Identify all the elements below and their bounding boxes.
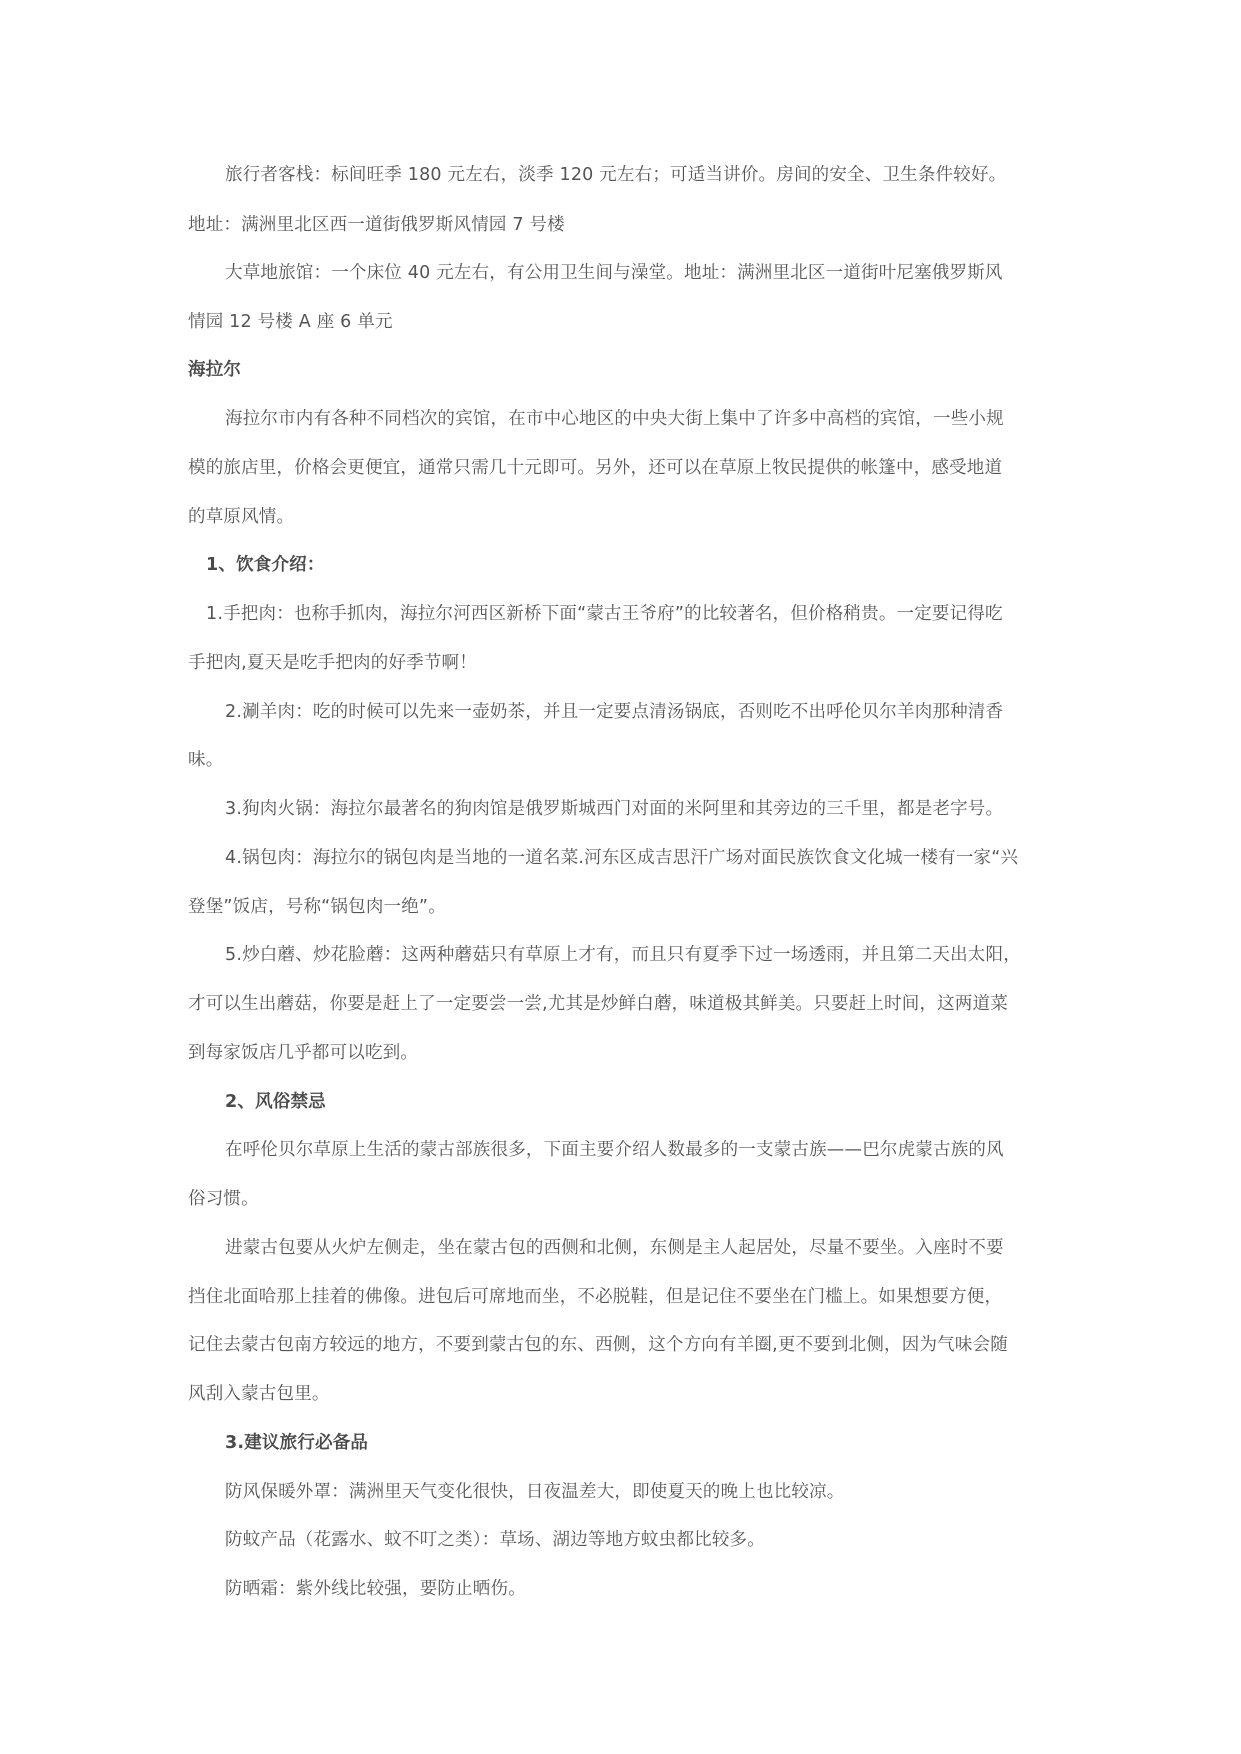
text-line: 的草原风情。 [188, 507, 295, 527]
text-line: 俗习惯。 [188, 1189, 259, 1209]
text-line: 记住去蒙古包南方较远的地方，不要到蒙古包的东、西侧，这个方向有羊圈,更不要到北侧，因为气味会随 [188, 1335, 1008, 1355]
text-line: 海拉尔市内有各种不同档次的宾馆，在市中心地区的中央大街上集中了许多中高档的宾馆，一些小规 [225, 409, 1004, 429]
section-heading-food: 1、饮食介绍： [206, 555, 325, 575]
text-line: 进蒙古包要从火炉左侧走，坐在蒙古包的西侧和北侧，东侧是主人起居处，尽量不要坐。入座时不要 [225, 1238, 1004, 1258]
text-line: 挡住北面哈那上挂着的佛像。进包后可席地而坐，不必脱鞋，但是记住不要坐在门槛上。如果想要方便， [188, 1287, 1003, 1307]
text-line: 防蚊产品（花露水、蚊不叮之类）：草场、湖边等地方蚊虫都比较多。 [225, 1530, 765, 1550]
text-line: 3.狗肉火锅：海拉尔最著名的狗肉馆是俄罗斯城西门对面的米阿里和其旁边的三千里，都是老字号。 [225, 799, 1004, 819]
text-line: 手把肉,夏天是吃手把肉的好季节啊！ [188, 653, 477, 673]
text-line: 大草地旅馆：一个床位 40 元左右，有公用卫生间与澡堂。地址：满洲里北区一道街叶尼塞俄罗斯风 [225, 263, 1003, 283]
text-line: 1.手把肉：也称手抓肉，海拉尔河西区新桥下面“蒙古王爷府”的比较著名，但价格稍贵。一定要记得吃 [206, 604, 1003, 624]
text-line: 2.涮羊肉：吃的时候可以先来一壶奶茶，并且一定要点清汤锅底，否则吃不出呼伦贝尔羊肉那种清香 [225, 702, 1004, 722]
text-line: 模的旅店里，价格会更便宜，通常只需几十元即可。另外，还可以在草原上牧民提供的帐篷中，感受地道 [188, 458, 1003, 478]
text-line: 才可以生出蘑菇，你要是赶上了一定要尝一尝,尤其是炒鲜白蘑，味道极其鲜美。只要赶上时间，这两道菜 [188, 994, 1008, 1014]
text-line: 5.炒白蘑、炒花脸蘑：这两种蘑菇只有草原上才有，而且只有夏季下过一场透雨，并且第二天出太阳， [225, 945, 1021, 965]
text-line: 旅行者客栈：标间旺季 180 元左右，淡季 120 元左右；可适当讲价。房间的安全、卫生条件较好。 [225, 165, 1007, 185]
section-heading-customs: 2、风俗禁忌 [225, 1092, 326, 1112]
text-line: 在呼伦贝尔草原上生活的蒙古部族很多，下面主要介绍人数最多的一支蒙古族——巴尔虎蒙古族的风 [225, 1140, 1004, 1160]
text-line: 情园 12 号楼 A 座 6 单元 [188, 312, 393, 332]
section-heading-essentials: 3.建议旅行必备品 [225, 1433, 369, 1453]
text-line: 风刮入蒙古包里。 [188, 1384, 330, 1404]
section-heading-hailaer: 海拉尔 [188, 360, 242, 380]
text-line: 防晒霜：紫外线比较强，要防止晒伤。 [225, 1579, 526, 1599]
text-line: 防风保暖外罩：满洲里天气变化很快，日夜温差大，即使夏天的晚上也比较凉。 [225, 1482, 845, 1502]
text-line: 味。 [188, 750, 224, 770]
text-line: 4.锅包肉：海拉尔的锅包肉是当地的一道名菜.河东区成吉思汗广场对面民族饮食文化城一楼有一家“兴 [225, 848, 1019, 868]
text-line: 到每家饭店几乎都可以吃到。 [188, 1043, 419, 1063]
text-line: 地址：满洲里北区西一道街俄罗斯风情园 7 号楼 [188, 215, 565, 235]
text-line: 登堡”饭店，号称“锅包肉一绝”。 [188, 897, 446, 917]
